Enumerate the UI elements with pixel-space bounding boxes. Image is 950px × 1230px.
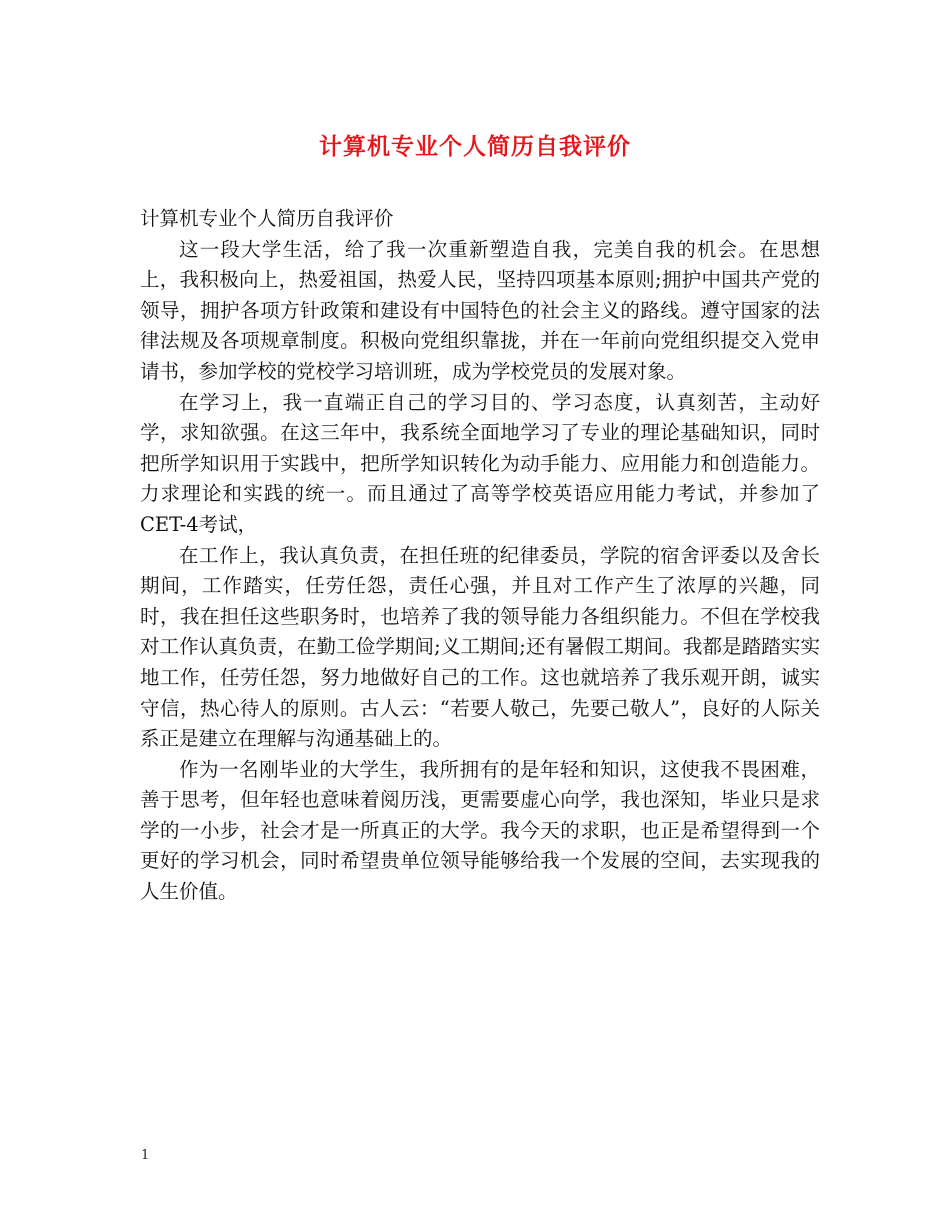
paragraph-study: 在学习上，我一直端正自己的学习目的、学习态度，认真刻苦，主动好学，求知欲强。在这三年中，我系统全面地学习了专业的理论基础知识，同时把所学知识用于实践中，把所学知识转化为动手能力、应用能力和创造能力。力求理论和实践的统一。而且通过了高等学校英语应用能力考试，并参加了CET-4考试， — [140, 390, 820, 536]
paragraph-career: 作为一名刚毕业的大学生，我所拥有的是年轻和知识，这使我不畏困难，善于思考，但年轻也意味着阅历浅，更需要虚心向学，我也深知，毕业只是求学的一小步，社会才是一所真正的大学。我今天的求职，也正是希望得到一个更好的学习机会，同时希望贵单位领导能够给我一个发展的空间，去实现我的人生价值。 — [140, 757, 820, 904]
document-body — [140, 204, 820, 908]
paragraph-work: 在工作上，我认真负责，在担任班的纪律委员，学院的宿舍评委以及舍长期间，工作踏实，任劳任怨，责任心强，并且对工作产生了浓厚的兴趣，同时，我在担任这些职务时，也培养了我的领导能力各组织能力。不但在学校我对工作认真负责，在勤工俭学期间;义工期间;还有暑假工期间。我都是踏踏实实地工作，任劳任怨，努力地做好自己的工作。这也就培养了我乐观开朗，诚实守信，热心待人的原则。古人云：“若要人敬己，先要己敬人”，良好的人际关系正是建立在理解与沟通基础上的。 — [140, 543, 820, 751]
paragraph-ideology: 这一段大学生活，给了我一次重新塑造自我，完美自我的机会。在思想上，我积极向上，热爱祖国，热爱人民，坚持四项基本原则;拥护中国共产党的领导，拥护各项方针政策和建设有中国特色的社会主义的路线。遵守国家的法律法规及各项规章制度。积极向党组织靠拢，并在一年前向党组织提交入党申请书，参加学校的党校学习培训班，成为学校党员的发展对象。 — [140, 237, 820, 383]
document-title: 计算机专业个人简历自我评价 — [319, 133, 631, 160]
page-number: 1 — [141, 1148, 150, 1163]
document-subtitle: 计算机专业个人简历自我评价 — [140, 207, 394, 230]
